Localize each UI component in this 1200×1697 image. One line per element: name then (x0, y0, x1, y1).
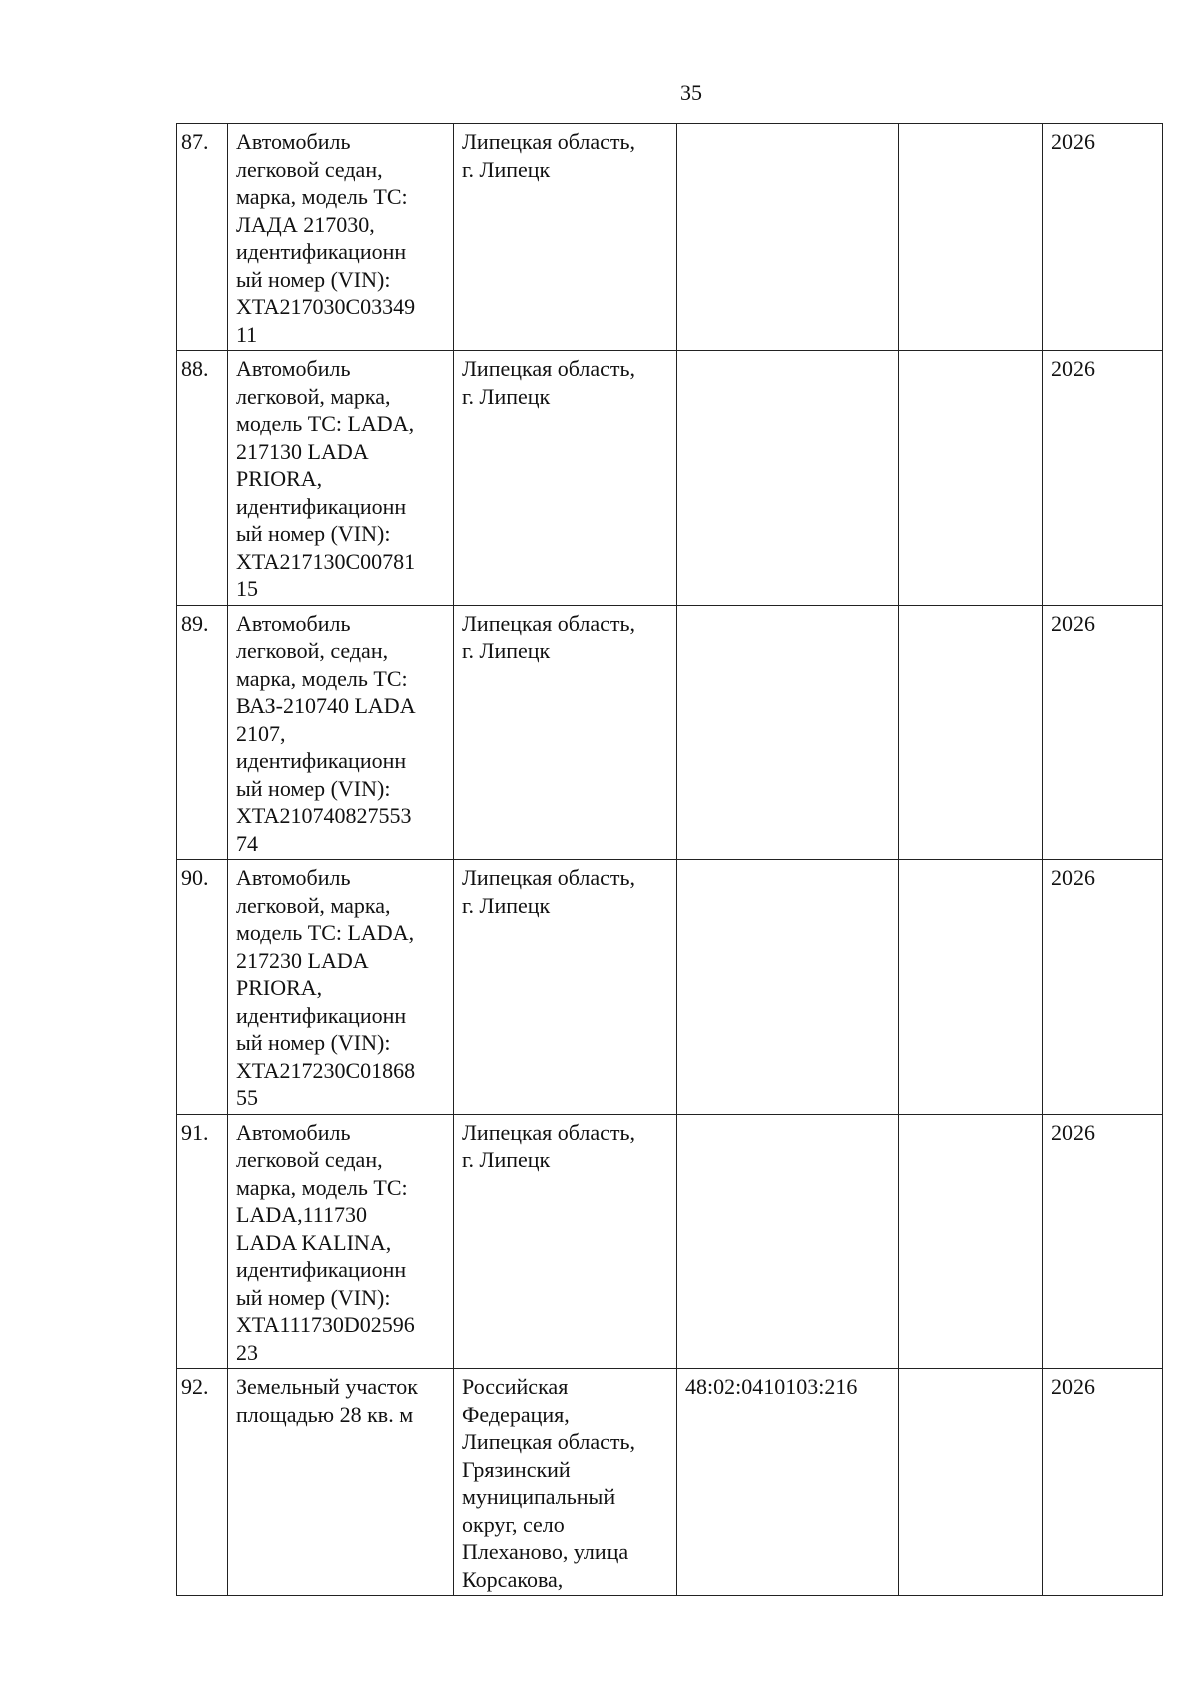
extra-cell (899, 1369, 1043, 1596)
table-row (177, 124, 1163, 351)
cadastral-number-cell: 48:02:0410103:216 (677, 1369, 899, 1596)
cadastral-number-cell (677, 124, 899, 351)
row-number-cell: 88. (177, 351, 228, 606)
location-cell: Липецкая область, г. Липецк (454, 1114, 677, 1369)
table-row (177, 860, 1163, 1115)
table-row (177, 1369, 1163, 1596)
cadastral-number-cell (677, 351, 899, 606)
page-number: 35 (680, 80, 702, 105)
extra-cell (899, 860, 1043, 1115)
location-cell: Липецкая область, г. Липецк (454, 605, 677, 860)
row-number-cell: 89. (177, 605, 228, 860)
table-row (177, 1114, 1163, 1369)
table-row (177, 351, 1163, 606)
extra-cell (899, 351, 1043, 606)
object-description-cell: Автомобиль легковой, марка, модель ТС: LADA, 217230 LADA PRIORA, идентификационн ый номер (VIN): XTA217230C01868 55 (228, 860, 454, 1115)
year-cell: 2026 (1043, 351, 1163, 606)
cadastral-number-cell (677, 1114, 899, 1369)
extra-cell (899, 1114, 1043, 1369)
location-cell: Липецкая область, г. Липецк (454, 860, 677, 1115)
row-number-cell: 91. (177, 1114, 228, 1369)
object-description-cell: Автомобиль легковой седан, марка, модель ТС: ЛАДА 217030, идентификационн ый номер (VIN): XTA217030C03349 11 (228, 124, 454, 351)
cadastral-number-cell (677, 860, 899, 1115)
year-cell: 2026 (1043, 124, 1163, 351)
extra-cell (899, 605, 1043, 860)
row-number-cell: 92. (177, 1369, 228, 1596)
row-number-cell: 90. (177, 860, 228, 1115)
row-number-cell: 87. (177, 124, 228, 351)
year-cell: 2026 (1043, 1369, 1163, 1596)
object-description-cell: Автомобиль легковой, седан, марка, модель ТС: ВАЗ-210740 LADA 2107, идентификационн ый номер (VIN): XTA210740827553 74 (228, 605, 454, 860)
property-registry-table (176, 123, 1163, 1596)
object-description-cell: Земельный участок площадью 28 кв. м (228, 1369, 454, 1596)
object-description-cell: Автомобиль легковой, марка, модель ТС: LADA, 217130 LADA PRIORA, идентификационн ый номер (VIN): XTA217130C00781 15 (228, 351, 454, 606)
year-cell: 2026 (1043, 860, 1163, 1115)
year-cell: 2026 (1043, 1114, 1163, 1369)
table-row (177, 605, 1163, 860)
cadastral-number-cell (677, 605, 899, 860)
location-cell: Липецкая область, г. Липецк (454, 351, 677, 606)
object-description-cell: Автомобиль легковой седан, марка, модель ТС: LADA,111730 LADA KALINA, идентификационн ый номер (VIN): XTA111730D02596 23 (228, 1114, 454, 1369)
extra-cell (899, 124, 1043, 351)
location-cell: Российская Федерация, Липецкая область, Грязинский муниципальный округ, село Плеханово, улица Корсакова, (454, 1369, 677, 1596)
year-cell: 2026 (1043, 605, 1163, 860)
location-cell: Липецкая область, г. Липецк (454, 124, 677, 351)
